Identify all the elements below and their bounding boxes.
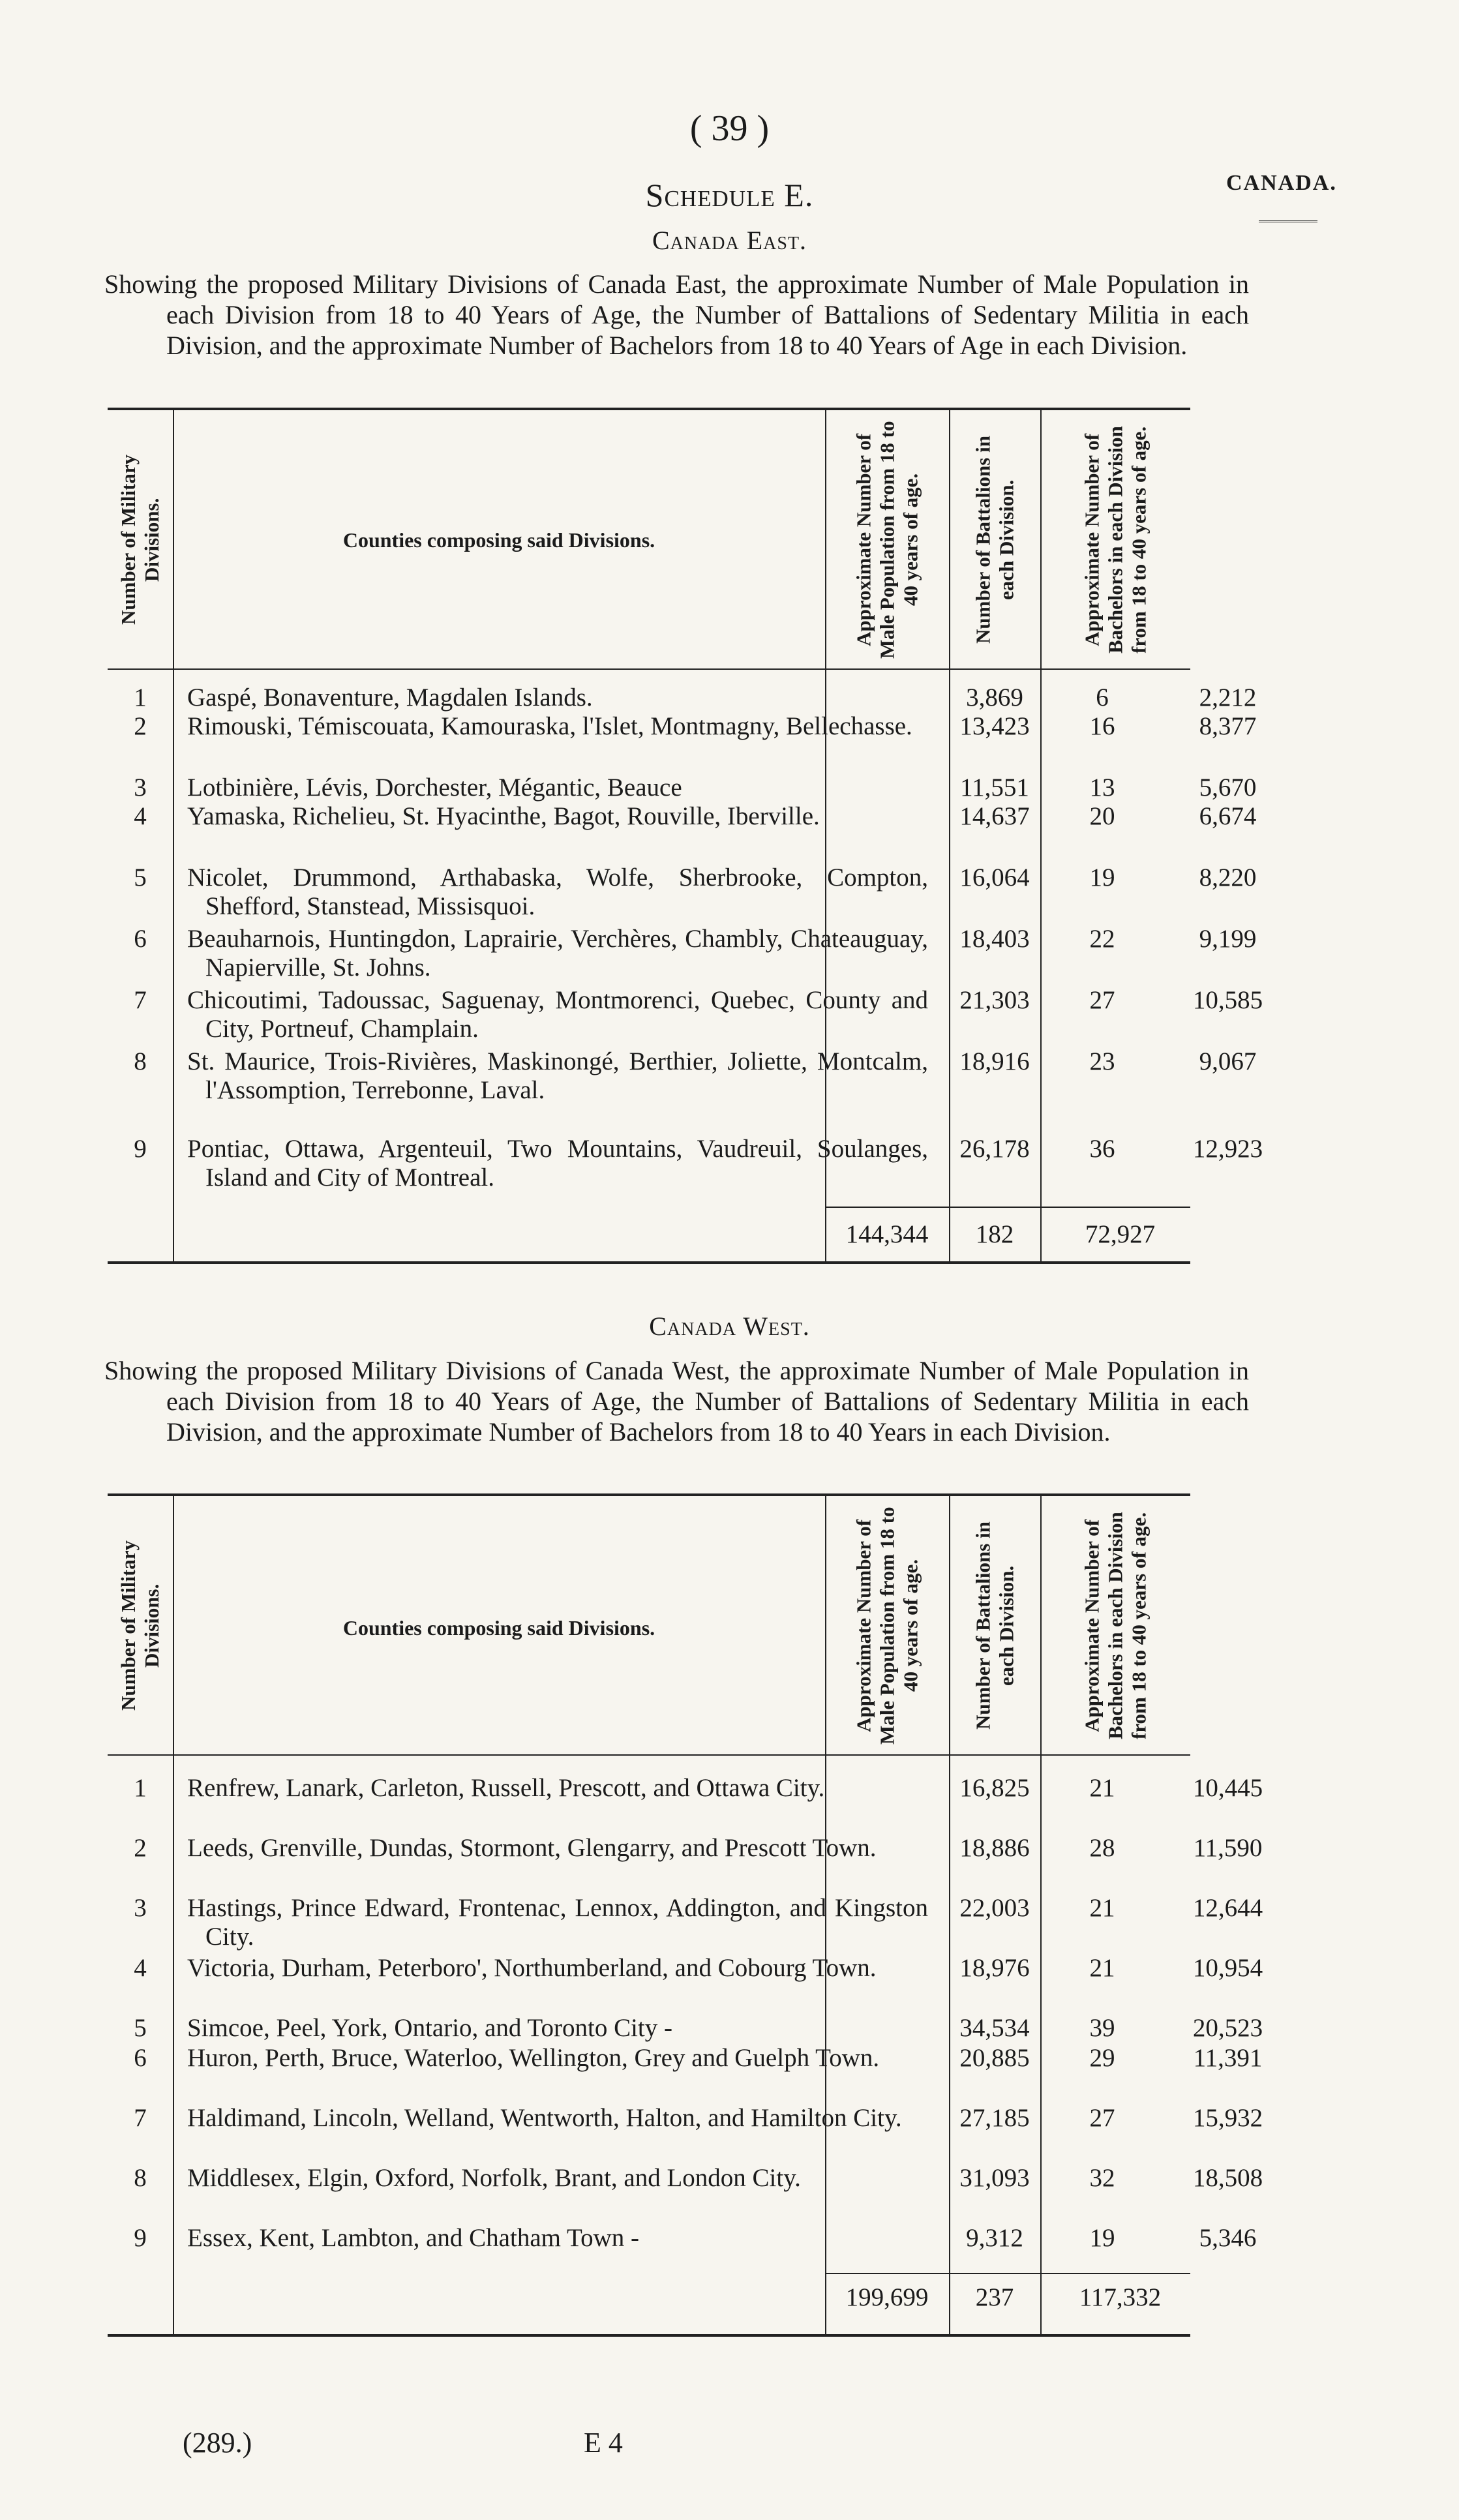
counties-cell: Leeds, Grenville, Dundas, Stormont, Glengarry, and Prescott Town.: [187, 1834, 877, 1862]
east-header-battalions: Number of Battalions in each Division.: [971, 436, 1018, 644]
division-number: 7: [134, 986, 147, 1014]
battalions-cell: 21: [1089, 1774, 1115, 1802]
population-cell: 9,312: [966, 2224, 1023, 2252]
battalions-cell: 27: [1089, 986, 1115, 1014]
bachelors-cell: 12,644: [1192, 1894, 1263, 1922]
population-cell: 13,423: [959, 712, 1030, 740]
east-totals-rule: [825, 1207, 1190, 1208]
division-number: 8: [134, 1047, 147, 1075]
population-cell: 18,886: [959, 1834, 1030, 1862]
population-cell: 22,003: [959, 1894, 1030, 1922]
population-cell: 3,869: [966, 683, 1023, 712]
population-cell: 27,185: [959, 2104, 1030, 2132]
bachelors-cell: 9,199: [1199, 925, 1257, 953]
counties-cell: Nicolet, Drummond, Arthabaska, Wolfe, Sherbrooke, Compton, Shefford, Stanstead, Missisquoi.: [187, 863, 928, 920]
population-cell: 14,637: [959, 802, 1030, 830]
battalions-cell: 36: [1089, 1135, 1115, 1163]
west-total-bachelors: 117,332: [1079, 2283, 1162, 2311]
counties-cell: Hastings, Prince Edward, Frontenac, Lennox, Addington, and Kingston City.: [187, 1894, 928, 1951]
population-cell: 11,551: [960, 773, 1029, 802]
division-number: 1: [134, 683, 147, 712]
battalions-cell: 22: [1089, 925, 1115, 953]
division-number: 1: [134, 1774, 147, 1802]
counties-cell: Renfrew, Lanark, Carleton, Russell, Prescott, and Ottawa City.: [187, 1774, 825, 1802]
battalions-cell: 32: [1089, 2164, 1115, 2192]
counties-cell: Simcoe, Peel, York, Ontario, and Toronto City -: [187, 2014, 673, 2042]
west-total-battalions: 237: [975, 2283, 1014, 2311]
counties-cell: Huron, Perth, Bruce, Waterloo, Wellington, Grey and Guelph Town.: [187, 2044, 880, 2072]
east-total-population: 144,344: [845, 1220, 929, 1248]
bachelors-cell: 8,220: [1199, 863, 1257, 892]
west-totals-rule: [825, 2273, 1190, 2274]
east-header-division: Number of Military Divisions.: [117, 454, 163, 625]
battalions-cell: 21: [1089, 1954, 1115, 1982]
west-header-division: Number of Military Divisions.: [117, 1540, 163, 1711]
bachelors-cell: 18,508: [1192, 2164, 1263, 2192]
west-intro: Showing the proposed Military Divisions of Canada West, the approximate Number of Male Population in each Division from 18 to 40 Years of Age, the Number of Battalions of Sedentary Militia in each Division, and the approximate Number of Bachelors from 18 to 40 Years in each Division.: [104, 1356, 1249, 1447]
west-total-population: 199,699: [845, 2283, 929, 2311]
east-header-rule: [108, 668, 1190, 670]
division-number: 8: [134, 2164, 147, 2192]
division-number: 3: [134, 1894, 147, 1922]
east-col-divider: [1040, 409, 1042, 1261]
population-cell: 18,403: [959, 925, 1030, 953]
bachelors-cell: 12,923: [1192, 1135, 1263, 1163]
battalions-cell: 28: [1089, 1834, 1115, 1862]
west-table-bottom-rule: [108, 2334, 1190, 2337]
counties-cell: Lotbinière, Lévis, Dorchester, Mégantic, Beauce: [187, 773, 682, 802]
division-number: 7: [134, 2104, 147, 2132]
counties-cell: Chicoutimi, Tadoussac, Saguenay, Montmorenci, Quebec, County and City, Portneuf, Champlain.: [187, 986, 928, 1043]
bachelors-cell: 11,391: [1193, 2044, 1263, 2072]
east-total-bachelors: 72,927: [1085, 1220, 1156, 1248]
bachelors-cell: 10,585: [1192, 986, 1263, 1014]
population-cell: 16,825: [959, 1774, 1030, 1802]
bachelors-cell: 10,954: [1192, 1954, 1263, 1982]
west-title: Canada West.: [649, 1312, 810, 1341]
counties-cell: Pontiac, Ottawa, Argenteuil, Two Mountains, Vaudreuil, Soulanges, Island and City of Montreal.: [187, 1135, 928, 1192]
bachelors-cell: 5,670: [1199, 773, 1257, 802]
counties-cell: Haldimand, Lincoln, Welland, Wentworth, Halton, and Hamilton City.: [187, 2104, 902, 2132]
bachelors-cell: 6,674: [1199, 802, 1257, 830]
schedule-title: Schedule E.: [645, 177, 814, 213]
division-number: 3: [134, 773, 147, 802]
population-cell: 26,178: [959, 1135, 1030, 1163]
counties-cell: Essex, Kent, Lambton, and Chatham Town -: [187, 2224, 640, 2252]
counties-cell: Beauharnois, Huntingdon, Laprairie, Verchères, Chambly, Chateauguay, Napierville, St. Johns.: [187, 925, 928, 982]
east-title: Canada East.: [652, 226, 807, 255]
division-number: 4: [134, 1954, 147, 1982]
west-header-bachelors: Approximate Number of Bachelors in each Division from 18 to 40 years of age.: [1080, 1512, 1151, 1739]
page-number: ( 39 ): [689, 108, 770, 149]
division-number: 2: [134, 712, 147, 740]
counties-cell: Middlesex, Elgin, Oxford, Norfolk, Brant, and London City.: [187, 2164, 801, 2192]
west-header-battalions: Number of Battalions in each Division.: [971, 1522, 1018, 1730]
east-total-battalions: 182: [975, 1220, 1014, 1248]
division-number: 2: [134, 1834, 147, 1862]
battalions-cell: 29: [1089, 2044, 1115, 2072]
footer-document-number: (289.): [183, 2427, 252, 2459]
division-number: 9: [134, 1135, 147, 1163]
bachelors-cell: 20,523: [1192, 2014, 1263, 2042]
population-cell: 31,093: [959, 2164, 1030, 2192]
west-header-counties: Counties composing said Divisions.: [342, 1616, 655, 1640]
counties-cell: St. Maurice, Trois-Rivières, Maskinongé, Berthier, Joliette, Montcalm, l'Assomption, Terrebonne, Laval.: [187, 1047, 928, 1104]
east-col-divider: [949, 409, 950, 1261]
east-header-counties: Counties composing said Divisions.: [342, 528, 655, 552]
margin-label: CANADA.: [1226, 171, 1337, 195]
population-cell: 34,534: [959, 2014, 1030, 2042]
west-header-rule: [108, 1754, 1190, 1756]
battalions-cell: 6: [1096, 683, 1109, 712]
east-header-population: Approximate Number of Male Population from 18 to 40 years of age.: [852, 421, 922, 659]
east-intro: Showing the proposed Military Divisions of Canada East, the approximate Number of Male Population in each Division from 18 to 40 Years of Age, the Number of Battalions of Sedentary Militia in each Division, and the approximate Number of Bachelors from 18 to 40 Years of Age in each Division.: [104, 269, 1249, 360]
east-table-bottom-rule: [108, 1261, 1190, 1264]
battalions-cell: 13: [1089, 773, 1115, 802]
bachelors-cell: 11,590: [1193, 1834, 1263, 1862]
bachelors-cell: 8,377: [1199, 712, 1257, 740]
division-number: 6: [134, 925, 147, 953]
battalions-cell: 39: [1089, 2014, 1115, 2042]
east-header-bachelors: Approximate Number of Bachelors in each Division from 18 to 40 years of age.: [1080, 426, 1151, 653]
battalions-cell: 19: [1089, 2224, 1115, 2252]
bachelors-cell: 15,932: [1192, 2104, 1263, 2132]
battalions-cell: 16: [1089, 712, 1115, 740]
counties-cell: Yamaska, Richelieu, St. Hyacinthe, Bagot, Rouville, Iberville.: [187, 802, 820, 830]
population-cell: 16,064: [959, 863, 1030, 892]
battalions-cell: 20: [1089, 802, 1115, 830]
battalions-cell: 21: [1089, 1894, 1115, 1922]
population-cell: 21,303: [959, 986, 1030, 1014]
west-table-top-rule: [108, 1493, 1190, 1496]
population-cell: 18,976: [959, 1954, 1030, 1982]
division-number: 4: [134, 802, 147, 830]
counties-cell: Victoria, Durham, Peterboro', Northumberland, and Cobourg Town.: [187, 1954, 877, 1982]
battalions-cell: 27: [1089, 2104, 1115, 2132]
battalions-cell: 19: [1089, 863, 1115, 892]
east-col-divider: [825, 409, 826, 1261]
east-table-top-rule: [108, 408, 1190, 410]
division-number: 6: [134, 2044, 147, 2072]
footer-signature-mark: E 4: [584, 2427, 623, 2459]
bachelors-cell: 9,067: [1199, 1047, 1257, 1075]
west-header-population: Approximate Number of Male Population from 18 to 40 years of age.: [852, 1507, 922, 1745]
bachelors-cell: 2,212: [1199, 683, 1257, 712]
population-cell: 18,916: [959, 1047, 1030, 1075]
division-number: 9: [134, 2224, 147, 2252]
bachelors-cell: 5,346: [1199, 2224, 1257, 2252]
counties-cell: Rimouski, Témiscouata, Kamouraska, l'Islet, Montmagny, Bellechasse.: [187, 712, 912, 740]
battalions-cell: 23: [1089, 1047, 1115, 1075]
counties-cell: Gaspé, Bonaventure, Magdalen Islands.: [187, 683, 593, 712]
bachelors-cell: 10,445: [1192, 1774, 1263, 1802]
division-number: 5: [134, 863, 147, 892]
population-cell: 20,885: [959, 2044, 1030, 2072]
division-number: 5: [134, 2014, 147, 2042]
